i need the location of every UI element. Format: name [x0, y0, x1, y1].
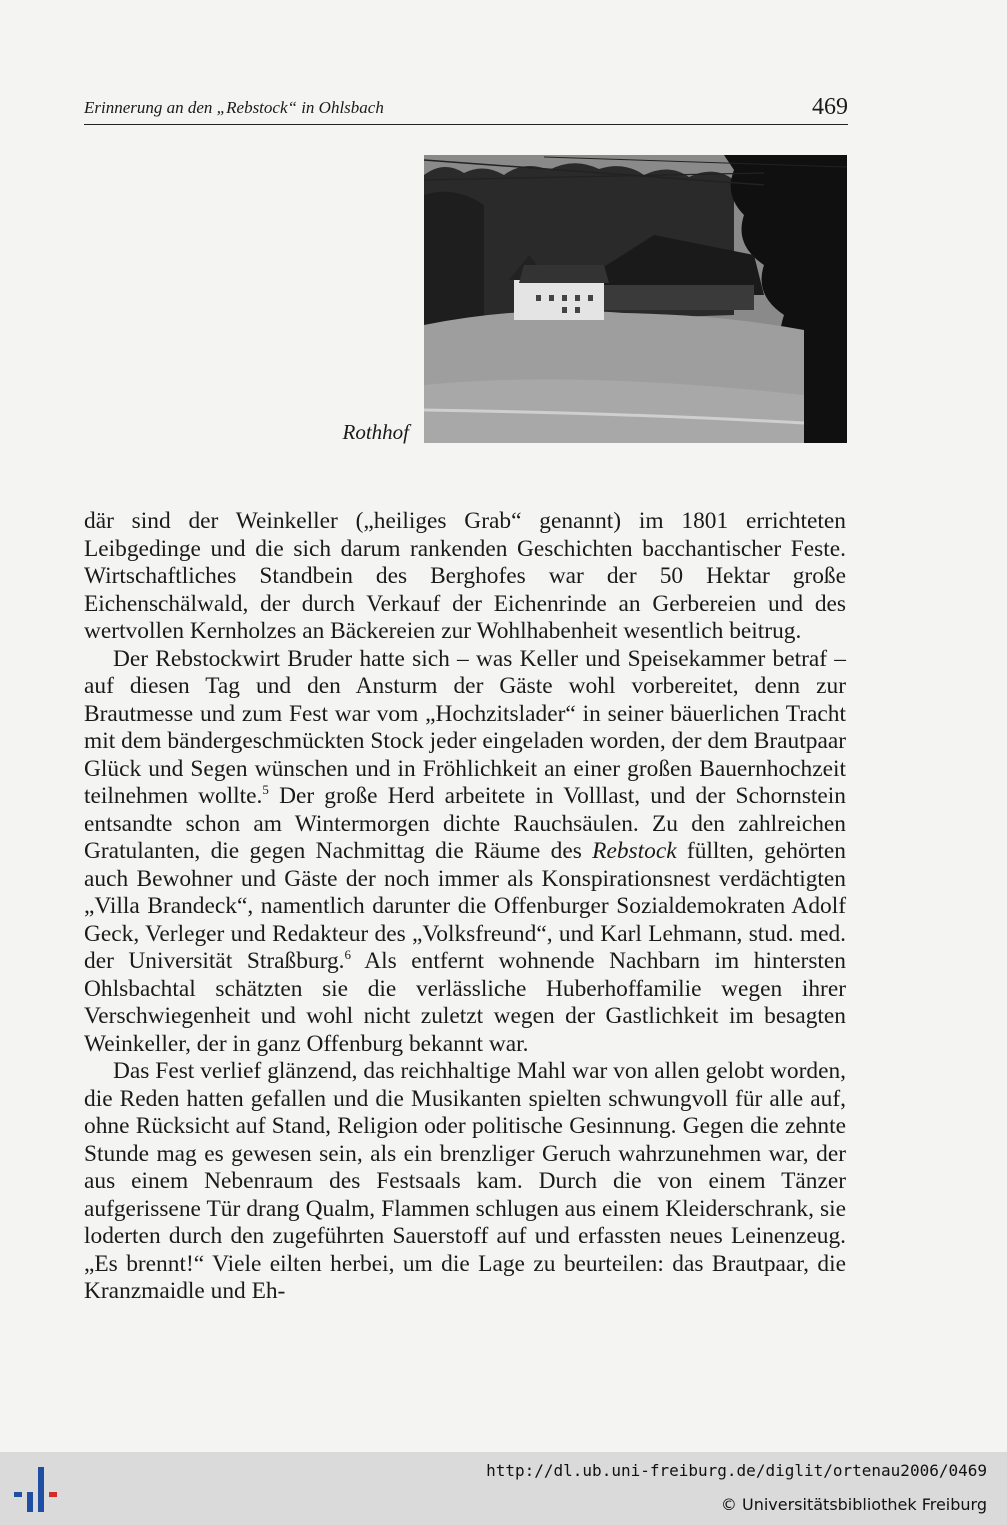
paragraph-2-text-b: Der große Herd arbeitete in Volllast, und der Schornstein entsandte schon am Wintermorgen dichte Rauchsäulen. Zu den zahlreichen Gratulanten, die gegen Nachmittag die Räume des — [84, 783, 846, 864]
footer-bar — [0, 1452, 1007, 1525]
ub-freiburg-logo-icon — [12, 1465, 64, 1515]
paragraph-2-text-d: Als entfernt wohnende Nachbarn im hintersten Ohlsbachtal schätzten sie die verlässliche Huberhoffamilie wegen ihrer Verschwiegenheit und wohl nicht zuletzt wegen der Gastlichkeit im besagten Weinkeller, der in ganz Offenburg bekannt war. — [84, 948, 847, 1057]
page-number: 469 — [812, 94, 848, 120]
footnote-ref-6: 6 — [344, 947, 352, 963]
rothhof-photo — [424, 155, 847, 443]
rebstock-italic: Rebstock — [592, 838, 677, 864]
paragraph-2-text-a: Der Rebstockwirt Bruder hatte sich – was Keller und Speisekammer betraf – auf diesen Tag und den Ansturm der Gäste wohl vorbereitet, denn zur Brautmesse und zum Fest war vom „Hochzitslader“ in seiner bäuerlichen Tracht mit dem bändergeschmückten Stock jeder eingeladen worden, der dem Brautpaar Glück und Segen wünschen und in Fröhlichkeit an einer großen Bauernhochzeit teilnehmen wollte. — [84, 645, 846, 809]
paragraph-1: där sind der Weinkeller („heiliges Grab“ genannt) im 1801 errichteten Leibgedinge und die sich darum rankenden Geschichten bacchantischer Feste. Wirtschaftliches Standbein des Berghofes war der 50 Hektar große Eichenschälwald, der durch Verkauf der Eichenrinde an Gerbereien und des wertvollen Kernholzes an Bäckereien zur Wohlhabenheit wesentlich beitrug. — [84, 508, 846, 644]
paragraph-3: Das Fest verlief glänzend, das reichhaltige Mahl war von allen gelobt worden, die Reden hatten gefallen und die Musikanten spielten schwungvoll für alle auf, ohne Rücksicht auf Stand, Religion oder politische Gesinnung. Gegen die zehnte Stunde mag es gewesen sein, als ein brenzliger Geruch wahrzunehmen war, der aus einem Nebenraum des Festsaals kam. Durch die von einem Tänzer aufgerissene Tür drang Qualm, Flammen schlugen aus einem Kleiderschrank, sie loderten durch den zugeführten Sauerstoff auf und erfassten neues Leinenzeug. „Es brennt!“ Viele eilten herbei, um die Lage zu beurteilen: das Brautpaar, die Kranzmaidle und Eh- — [84, 1058, 846, 1304]
body-text — [84, 508, 846, 1306]
paragraph-2 — [84, 646, 846, 1059]
footnote-ref-5: 5 — [262, 782, 269, 798]
running-header — [84, 94, 848, 125]
paragraph-2-text-c: füllten, gehörten auch Bewohner und Gäste der noch immer als Konspirationsnest verdächtigten „Villa Brandeck“, namentlich darunter die Offenburger Sozialdemokraten Adolf Geck, Verleger und Redakteur des „Volksfreund“, und Karl Lehmann, stud. med. der Universität Straßburg. — [84, 838, 846, 974]
footer-url-link[interactable]: http://dl.ub.uni-freiburg.de/diglit/ortenau2006/0469 — [486, 1461, 987, 1480]
photo-caption: Rothhof — [342, 420, 409, 444]
footer-copyright: © Universitätsbibliothek Freiburg — [720, 1495, 987, 1514]
header-title: Erinnerung an den „Rebstock“ in Ohlsbach — [84, 98, 384, 117]
